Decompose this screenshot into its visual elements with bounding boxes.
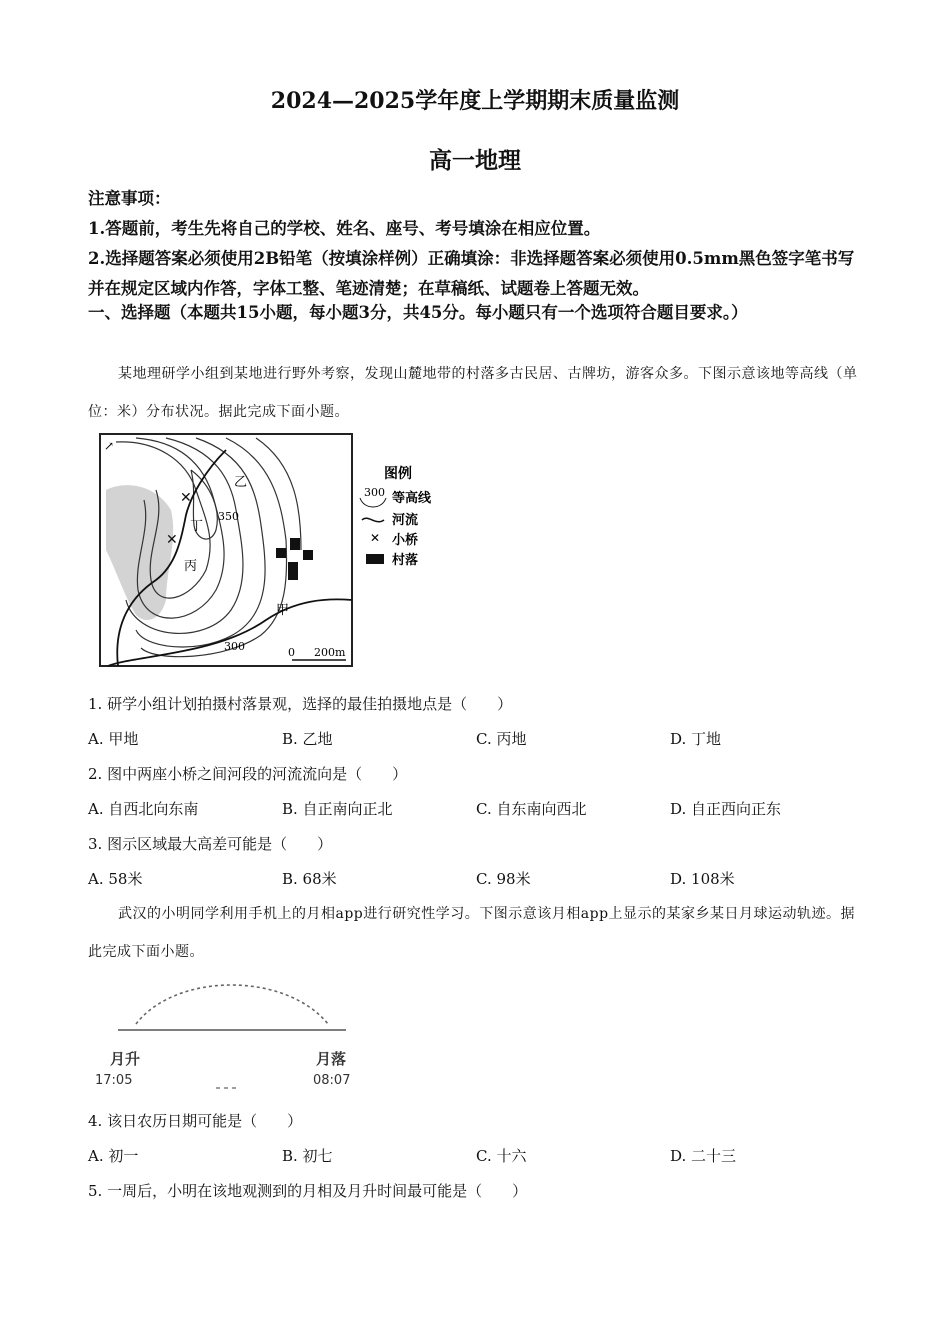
- place-label-yi: 乙: [234, 475, 248, 490]
- q1-option-b[interactable]: B. 乙地: [282, 730, 333, 748]
- q3-option-d[interactable]: D. 108米: [670, 870, 735, 888]
- q3-option-b[interactable]: B. 68米: [282, 870, 337, 888]
- question-2: 2. 图中两座小桥之间河段的河流流向是（ ）: [88, 765, 408, 783]
- question-3: 3. 图示区域最大高差可能是（ ）: [88, 835, 333, 853]
- legend-contour-value: 300: [364, 486, 385, 499]
- legend-item-river: 河流: [392, 513, 419, 528]
- q4-option-a[interactable]: A. 初一: [88, 1147, 139, 1165]
- notice-item-1: 1.答题前，考生先将自己的学校、姓名、座号、考号填涂在相应位置。: [88, 219, 601, 238]
- moon-arc: [136, 985, 328, 1024]
- north-arrow-icon: ↗: [104, 439, 115, 453]
- place-label-ding: 丁: [190, 519, 204, 534]
- passage-2: 武汉的小明同学利用手机上的月相app进行研究性学习。下图示意该月相app上显示的某家乡某日月球运动轨迹。据此完成下面小题。: [88, 906, 856, 960]
- bridge-icon: ✕: [180, 490, 192, 506]
- scale-zero: 0: [288, 646, 295, 659]
- moonrise-time: 17:05: [95, 1073, 133, 1088]
- q2-option-a[interactable]: A. 自西北向东南: [88, 800, 199, 818]
- legend-bridge-icon: ✕: [370, 531, 381, 545]
- legend-item-bridge: 小桥: [392, 533, 419, 548]
- q3-option-a[interactable]: A. 58米: [88, 870, 143, 888]
- legend-river-symbol: [362, 518, 384, 521]
- exam-title: 2024—2025学年度上学期期末质量监测: [270, 88, 680, 114]
- question-4: 4. 该日农历日期可能是（ ）: [88, 1112, 303, 1130]
- scale-label: 200m: [314, 646, 346, 659]
- q1-option-c[interactable]: C. 丙地: [476, 730, 527, 748]
- question-5: 5. 一周后，小明在该地观测到的月相及月升时间最可能是（ ）: [88, 1182, 528, 1200]
- notice-item-2: 2.选择题答案必须使用2B铅笔（按填涂样例）正确填涂：非选择题答案必须使用0.5mm黑色签字笔书写并在规定区域内作答，字体工整、笔迹清楚；在草稿纸、试题卷上答题无效。: [88, 249, 855, 298]
- q1-option-d[interactable]: D. 丁地: [670, 730, 722, 748]
- moonset-label: 月落: [316, 1050, 347, 1068]
- q3-option-c[interactable]: C. 98米: [476, 870, 531, 888]
- legend-title: 图例: [384, 466, 412, 482]
- q2-option-d[interactable]: D. 自正西向正东: [670, 800, 782, 818]
- contour-map: [96, 430, 456, 670]
- q1-option-a[interactable]: A. 甲地: [88, 730, 139, 748]
- subject-title: 高一地理: [429, 147, 521, 174]
- q4-option-c[interactable]: C. 十六: [476, 1147, 527, 1165]
- moonset-time: 08:07: [313, 1073, 351, 1088]
- moonrise-label: 月升: [110, 1050, 141, 1068]
- contour-label-300: 300: [224, 640, 245, 653]
- legend-item-village: 村落: [392, 553, 419, 568]
- notice-heading: 注意事项：: [88, 189, 171, 208]
- legend-item-contour: 等高线: [392, 491, 432, 506]
- q2-option-c[interactable]: C. 自东南向西北: [476, 800, 587, 818]
- contour-label-350: 350: [218, 510, 239, 523]
- passage-1: 某地理研学小组到某地进行野外考察，发现山麓地带的村落多古民居、古牌坊，游客众多。下图示意该地等高线（单位：米）分布状况。据此完成下面小题。: [88, 366, 858, 420]
- legend-contour-symbol: [360, 498, 386, 507]
- place-label-jia: 甲: [276, 603, 290, 618]
- question-1: 1. 研学小组计划拍摄村落景观，选择的最佳拍摄地点是（ ）: [88, 695, 513, 713]
- q4-option-d[interactable]: D. 二十三: [670, 1147, 737, 1165]
- q4-option-b[interactable]: B. 初七: [282, 1147, 333, 1165]
- bridge-icon: ✕: [166, 532, 178, 548]
- place-label-bing: 丙: [184, 559, 198, 574]
- q2-option-b[interactable]: B. 自正南向正北: [282, 800, 393, 818]
- legend-village-symbol: [366, 554, 384, 564]
- section-heading: 一、选择题（本题共15小题，每小题3分，共45分。每小题只有一个选项符合题目要求。）: [88, 303, 748, 322]
